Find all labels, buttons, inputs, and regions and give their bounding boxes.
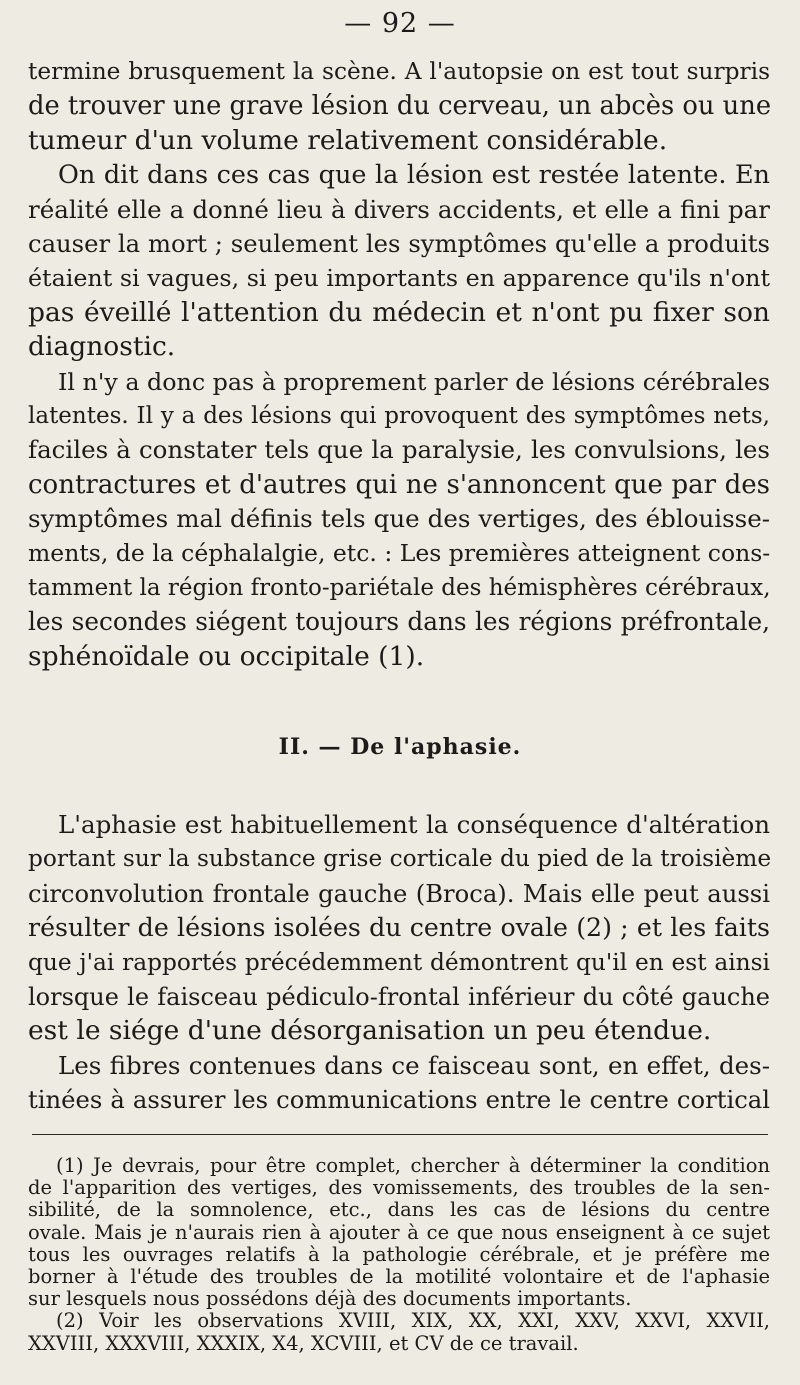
text-line: symptômes mal définis tels que des vertiges, des éblouisse- [28, 504, 770, 534]
footnote-separator [32, 1134, 768, 1135]
footnote-line: sur lesquels nous possédons déjà des documents importants. [28, 1287, 632, 1311]
footnote-line: sibilité, de la somnolence, etc., dans les cas de lésions du centre [28, 1198, 770, 1222]
text-line: causer la mort ; seulement les symptômes qu'elle a produits [28, 228, 770, 258]
text-line: termine brusquement la scène. A l'autopsie on est tout surpris [28, 58, 770, 85]
text-line: ments, de la céphalalgie, etc. : Les premières atteignent cons- [28, 539, 771, 568]
footnotes [28, 1155, 770, 1355]
paragraph [28, 365, 770, 675]
page-number: — 92 — [344, 8, 456, 39]
footnote-line: (1) Je devrais, pour être complet, chercher à déterminer la condition [56, 1154, 770, 1177]
text-line: étaient si vagues, si peu importants en apparence qu'ils n'ont [28, 264, 770, 293]
text-line: latentes. Il y a des lésions qui provoquent des symptômes nets, [28, 402, 770, 429]
footnote-line: (2) Voir les observations XVIII, XIX, XX, XXI, XXV, XXVI, XXVII, [56, 1309, 770, 1333]
footnote-line: de l'apparition des vertiges, des vomissements, des troubles de la sen- [28, 1176, 770, 1200]
paragraph [28, 1049, 770, 1118]
text-line: On dit dans ces cas que la lésion est restée latente. En [58, 160, 770, 191]
text-line: résulter de lésions isolées du centre ovale (2) ; et les faits [28, 913, 770, 943]
footnote-line: tous les ouvrages relatifs à la pathologie cérébrale, et je préfère me [28, 1242, 770, 1266]
text-line: L'aphasie est habituellement la conséquence d'altération [58, 810, 770, 839]
body-text-top [28, 55, 770, 674]
footnote-line: borner à l'étude des troubles de la motilité volontaire et de l'aphasie [28, 1264, 770, 1288]
body-text-bottom [28, 808, 770, 1118]
text-line: tinées à assurer les communications entre le centre cortical [28, 1085, 770, 1115]
text-line: réalité elle a donné lieu à divers accidents, et elle a fini par [28, 194, 770, 224]
text-line: que j'ai rapportés précédemment démontrent qu'il en est ainsi [28, 948, 770, 976]
text-line: circonvolution frontale gauche (Broca). Mais elle peut aussi [28, 878, 770, 908]
text-line: tamment la région fronto-pariétale des hémisphères cérébraux, [28, 574, 771, 601]
text-line: pas éveillé l'attention du médecin et n'ont pu fixer son [28, 296, 770, 328]
footnote-line: ovale. Mais je n'aurais rien à ajouter à ce que nous enseignent à ce sujet [28, 1220, 770, 1244]
text-line: portant sur la substance grise corticale du pied de la troisième [28, 845, 772, 873]
footnote-line: XXVIII, XXXVIII, XXXIX, X4, XCVIII, et CV de ce travail. [28, 1331, 579, 1355]
paragraph [28, 55, 770, 158]
text-line: est le siége d'une désorganisation un peu étendue. [28, 1015, 712, 1047]
footnote [28, 1155, 770, 1310]
text-line: Il n'y a donc pas à proprement parler de lésions cérébrales [58, 367, 771, 396]
text-line: tumeur d'un volume relativement considérable. [28, 124, 668, 156]
text-line: diagnostic. [28, 331, 176, 363]
paragraph [28, 158, 770, 364]
text-line: sphénoïdale ou occipitale (1). [28, 640, 425, 672]
text-line: les secondes siégent toujours dans les régions préfrontale, [28, 607, 770, 637]
text-line: faciles à constater tels que la paralysie, les convulsions, les [28, 435, 770, 465]
text-line: lorsque le faisceau pédiculo-frontal inférieur du côté gauche [28, 982, 770, 1011]
text-line: contractures et d'autres qui ne s'annoncent que par des [28, 469, 770, 500]
paragraph [28, 808, 770, 1049]
text-line: Les fibres contenues dans ce faisceau sont, en effet, des- [58, 1050, 770, 1080]
footnote [28, 1310, 770, 1354]
section-heading: II. — De l'aphasie. [278, 734, 522, 760]
text-line: de trouver une grave lésion du cerveau, un abcès ou une [28, 91, 772, 122]
